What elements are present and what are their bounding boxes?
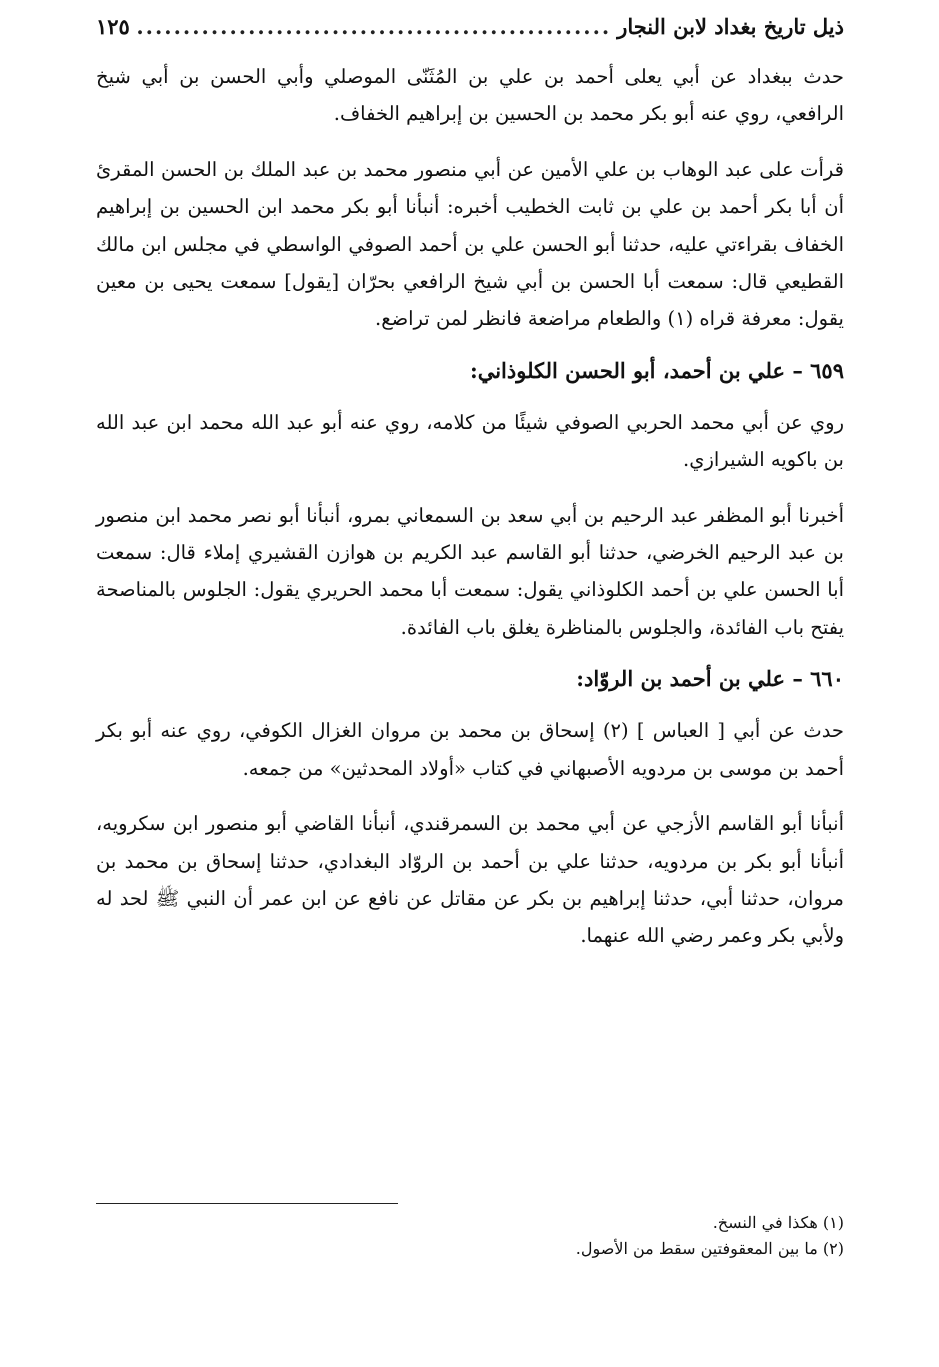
paragraph-isnad: قرأت على عبد الوهاب بن علي الأمين عن أبي منصور محمد بن عبد الملك بن الحسن المقرئ أن أبا بكر أحمد بن علي بن ثابت الخطيب أخبره: أنبأنا أبو بكر محمد ابن الحسين بن إبراهيم الخفاف بقراءتي عليه، حدثنا أبو الحسن علي بن أحمد الصوفي الواسطي في مجلس ابن مالك القطيعي قال: سمعت أبا الحسن بن أبي شيخ الرافعي بحرّان [يقول] سمعت يحيى بن معين يقول: معرفة قراه (١) والطعام مراضعة فانظر لمن تراضع. [96, 157, 844, 331]
running-header [96, 14, 844, 58]
leader-dots [136, 14, 611, 39]
entry-heading-660: ٦٦٠ – علي بن أحمد بن الروّاد: [576, 666, 844, 692]
book-page [96, 14, 844, 1258]
footnotes [96, 1210, 844, 1262]
footnote-separator [96, 1203, 398, 1204]
footnote-1: (١) هكذا في النسخ. [712, 1213, 844, 1232]
footnote-2: (٢) ما بين المعقوفتين سقط من الأصول. [575, 1239, 844, 1258]
paragraph-narration: روي عن أبي محمد الحربي الصوفي شيئًا من كلامه، روي عنه أبو عبد الله محمد ابن عبد الله بن باكويه الشيرازي. [96, 410, 844, 472]
paragraph-narration: حدث ببغداد عن أبي يعلى أحمد بن علي بن المُثَنّى الموصلي وأبي الحسن بن أبي شيخ الرافعي، روي عنه أبو بكر محمد بن الحسين بن إبراهيم الخفاف. [96, 65, 844, 126]
paragraph-narration: حدث عن أبي [ العباس ] (٢) إسحاق بن محمد بن مروان الغزال الكوفي، روي عنه أبو بكر أحمد بن موسى بن مردويه الأصبهاني في كتاب «أولاد المحدثين» من جمعه. [96, 719, 844, 780]
page-number: ١٢٥ [96, 14, 130, 39]
running-title: ذيل تاريخ بغداد لابن النجار [617, 14, 844, 39]
entry-heading-659: ٦٥٩ – علي بن أحمد، أبو الحسن الكلوذاني: [469, 357, 844, 383]
paragraph-isnad: أخبرنا أبو المظفر عبد الرحيم بن أبي سعد بن السمعاني بمرو، أنبأنا أبو نصر محمد ابن منصور بن عبد الرحيم الخرضي، حدثنا أبو القاسم عبد الكريم بن هوازن القشيري إملاء قال: سمعت أبا الحسن علي بن أحمد الكلوذاني يقول: سمعت أبا محمد الحريري يقول: الجلوس بالمناصحة يفتح باب الفائدة، والجلوس بالمناظرة يغلق باب الفائدة. [96, 503, 844, 639]
paragraph-isnad: أنبأنا أبو القاسم الأزجي عن أبي محمد بن السمرقندي، أنبأنا القاضي أبو منصور ابن سكرويه، أنبأنا أبو بكر بن مردويه، حدثنا علي بن أحمد بن الروّاد البغدادي، حدثنا إسحاق بن محمد بن مروان، حدثنا أبي، حدثنا إبراهيم بن بكر عن مقاتل عن نافع عن ابن عمر أن النبي ﷺ لحد له ولأبي بكر وعمر رضي الله عنهما. [96, 812, 844, 948]
